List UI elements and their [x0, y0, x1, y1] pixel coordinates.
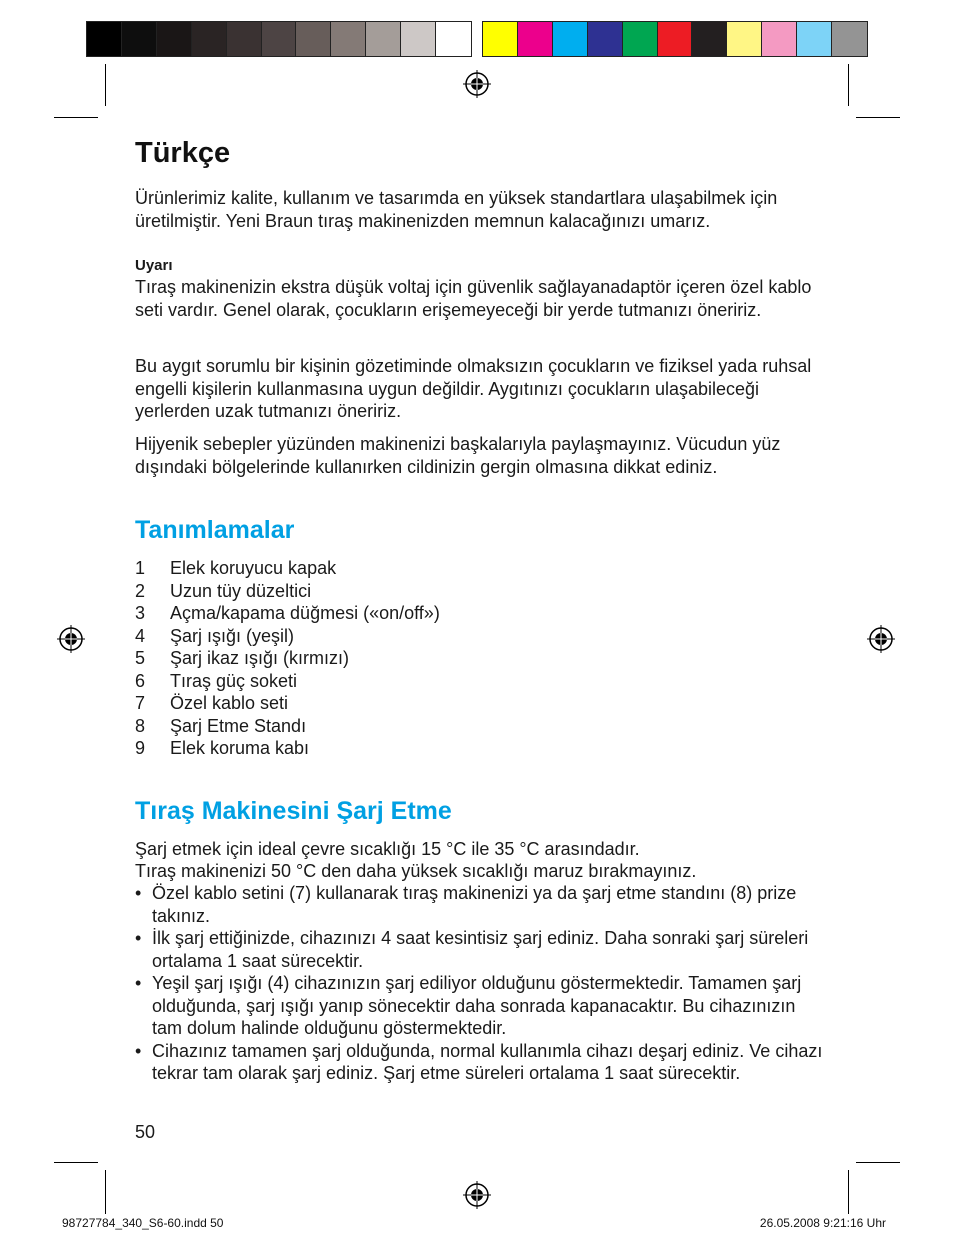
color-swatch — [553, 22, 588, 56]
list-item — [135, 670, 440, 693]
list-item-text: Uzun tüy düzeltici — [170, 580, 312, 601]
bullet-text: Cihazınız tamamen şarj olduğunda, normal kullanımla cihazı deşarj ediniz. Ve cihazı tekrar tam olarak şarj ediniz. Şarj etme süreleri ortalama 1 saat sürecektir. — [152, 1040, 823, 1083]
warning-label: Uyarı — [135, 257, 173, 274]
list-item-number: 9 — [135, 738, 146, 758]
list-item-number: 4 — [135, 625, 146, 646]
color-swatch — [518, 22, 553, 56]
color-swatch — [797, 22, 832, 56]
footer-file-info: 98727784_340_S6-60.indd 50 — [62, 1216, 224, 1230]
color-swatch — [727, 22, 762, 56]
bullet-text: İlk şarj ettiğinizde, cihazınızı 4 saat kesintisiz şarj ediniz. Daha sonraki şarj süreleri ortalama 1 saat sürecektir. — [152, 928, 809, 971]
color-swatch — [262, 22, 297, 56]
list-item-number: 8 — [135, 715, 146, 736]
list-item-number: 2 — [135, 580, 146, 601]
intro-paragraph: Ürünlerimiz kalite, kullanım ve tasarımda en yüksek standartlara ulaşabilmek için üretilmiştir. Yeni Braun tıraş makinenizden memnun kalacağınızı umarız. — [135, 188, 778, 231]
page-number: 50 — [135, 1122, 156, 1142]
registration-mark-icon — [57, 625, 85, 653]
color-swatch — [436, 22, 471, 56]
color-swatch — [588, 22, 623, 56]
bullet-text: Yeşil şarj ışığı (4) cihazınızın şarj ediliyor olduğunu göstermektedir. Tamamen şarj olduğunda, şarj ışığı yanıp sönecektir daha sonrada kapanacaktır. Bu cihazınızın tam dolum halinde olduğunu göstermektedir. — [152, 973, 802, 1038]
registration-mark-icon — [867, 625, 895, 653]
charging-intro-line: Şarj etmek için ideal çevre sıcaklığı 15 °C ile 35 °C arasındadır. — [135, 839, 640, 859]
color-swatch — [623, 22, 658, 56]
list-item — [135, 602, 440, 625]
color-swatch — [331, 22, 366, 56]
crop-mark — [54, 117, 98, 118]
list-item-number: 6 — [135, 670, 146, 691]
color-swatch — [658, 22, 693, 56]
footer-timestamp: 26.05.2008 9:21:16 Uhr — [759, 1216, 886, 1230]
color-swatch — [192, 22, 227, 56]
color-swatch — [401, 22, 436, 56]
warning-paragraph: Bu aygıt sorumlu bir kişinin gözetiminde olmaksızın çocukların ve fiziksel yada ruhsal engelli kişilerin kullanmasına uygun değildir. Aygıtınızı çocukların ulaşabileceği yerlerden uzak tutmanızı öneririz. — [135, 356, 812, 421]
color-swatch — [122, 22, 157, 56]
crop-mark — [856, 117, 900, 118]
crop-mark — [848, 64, 849, 106]
charging-bullet-list — [135, 882, 825, 1085]
crop-mark — [105, 64, 106, 106]
list-item-text: Tıraş güç soketi — [170, 670, 298, 691]
color-swatch — [296, 22, 331, 56]
list-item — [135, 692, 440, 715]
list-item-text: Şarj ışığı (yeşil) — [170, 625, 295, 646]
list-item — [135, 580, 440, 603]
color-swatch — [762, 22, 797, 56]
warning-paragraph: Tıraş makinenizin ekstra düşük voltaj için güvenlik sağlayanadaptör içeren özel kablo seti vardır. Genel olarak, çocukların erişemeyeceği bir yerde tutmanızı öneririz. — [135, 277, 812, 320]
color-swatch — [692, 22, 727, 56]
list-item-text: Elek koruyucu kapak — [170, 558, 337, 578]
color-swatch — [227, 22, 262, 56]
list-item-number: 5 — [135, 648, 146, 668]
list-item-text: Açma/kapama düğmesi («on/off») — [170, 603, 440, 623]
color-swatch — [832, 22, 867, 56]
list-item-number: 3 — [135, 603, 146, 623]
list-item-text: Şarj Etme Standı — [170, 715, 307, 736]
list-item-text: Şarj ikaz ışığı (kırmızı) — [170, 648, 350, 668]
crop-mark — [848, 1170, 849, 1214]
list-item-number: 7 — [135, 693, 146, 713]
bullet-text: Özel kablo setini (7) kullanarak tıraş makinenizi ya da şarj etme standını (8) prize takınız. — [152, 883, 797, 926]
list-item-number: 1 — [135, 558, 146, 578]
list-item — [135, 647, 440, 670]
bullet-icon: • — [135, 883, 142, 903]
grayscale-calibration-bar — [86, 21, 472, 57]
color-swatch — [366, 22, 401, 56]
list-item — [135, 972, 825, 1040]
list-item — [135, 557, 440, 580]
list-item — [135, 1040, 825, 1085]
color-swatch — [87, 22, 122, 56]
charging-intro-line: Tıraş makinenizi 50 °C den daha yüksek sıcaklığı maruz bırakmayınız. — [135, 861, 697, 881]
list-item — [135, 715, 440, 738]
list-item — [135, 927, 825, 972]
color-swatch — [157, 22, 192, 56]
registration-mark-icon — [463, 70, 491, 98]
crop-mark — [856, 1162, 900, 1163]
list-item-text: Elek koruma kabı — [170, 738, 310, 758]
list-item — [135, 625, 440, 648]
charging-heading: Tıraş Makinesini Şarj Etme — [135, 797, 452, 825]
crop-mark — [54, 1162, 98, 1163]
color-swatch — [483, 22, 518, 56]
bullet-icon: • — [135, 1040, 142, 1061]
list-item-text: Özel kablo seti — [170, 693, 289, 713]
warning-paragraph: Hijyenik sebepler yüzünden makinenizi başkalarıyla paylaşmayınız. Vücudun yüz dışındaki bölgelerinde kullanırken cildinizin gergin olmasına dikkat ediniz. — [135, 434, 781, 477]
bullet-icon: • — [135, 973, 142, 993]
bullet-icon: • — [135, 928, 142, 948]
list-item — [135, 882, 825, 927]
page-title: Türkçe — [135, 137, 231, 169]
list-item — [135, 737, 440, 760]
registration-mark-icon — [463, 1181, 491, 1209]
definitions-heading: Tanımlamalar — [135, 516, 295, 544]
definitions-list — [135, 557, 440, 760]
crop-mark — [105, 1170, 106, 1214]
color-calibration-bar — [482, 21, 868, 57]
